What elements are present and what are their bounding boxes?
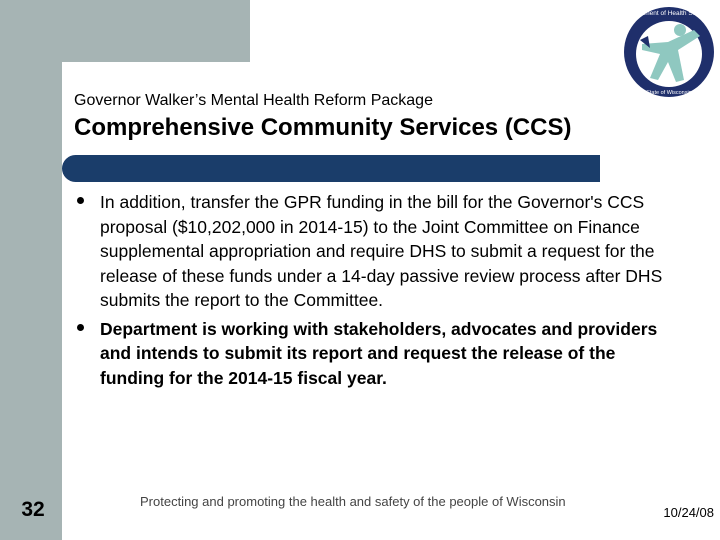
bullet-dot-icon xyxy=(77,324,84,331)
title-underline-bar xyxy=(62,155,600,182)
svg-text:State of Wisconsin: State of Wisconsin xyxy=(646,90,692,96)
bullet-item xyxy=(70,190,670,313)
slide-title: Comprehensive Community Services (CCS) xyxy=(74,114,572,141)
slide-subtitle: Governor Walker’s Mental Health Reform Package xyxy=(74,92,433,109)
left-decorative-band xyxy=(0,0,62,540)
bullet-item xyxy=(70,317,670,391)
slide-number: 32 xyxy=(21,498,45,521)
footer-tagline: Protecting and promoting the health and safety of the people of Wisconsin xyxy=(140,494,566,509)
department-of-health-services-logo xyxy=(620,0,718,104)
slide-date: 10/24/08 xyxy=(663,505,714,520)
bullet-dot-icon xyxy=(77,197,84,204)
top-decorative-band xyxy=(62,0,250,62)
bullet-text: In addition, transfer the GPR funding in the bill for the Governor's CCS proposal ($10,202,000 in 2014-15) to the Joint Committee on Finance supplemental appropriation and require DHS to submit a request for the release of these funds under a 14-day passive review process after DHS submits the report to the Committee. xyxy=(100,192,663,310)
bullet-list xyxy=(70,190,670,390)
svg-text:Department of Health Services: Department of Health Services xyxy=(624,10,714,17)
bullet-text: Department is working with stakeholders, advocates and providers and intends to submit its report and request the release of the funding for the 2014-15 fiscal year. xyxy=(100,318,658,388)
